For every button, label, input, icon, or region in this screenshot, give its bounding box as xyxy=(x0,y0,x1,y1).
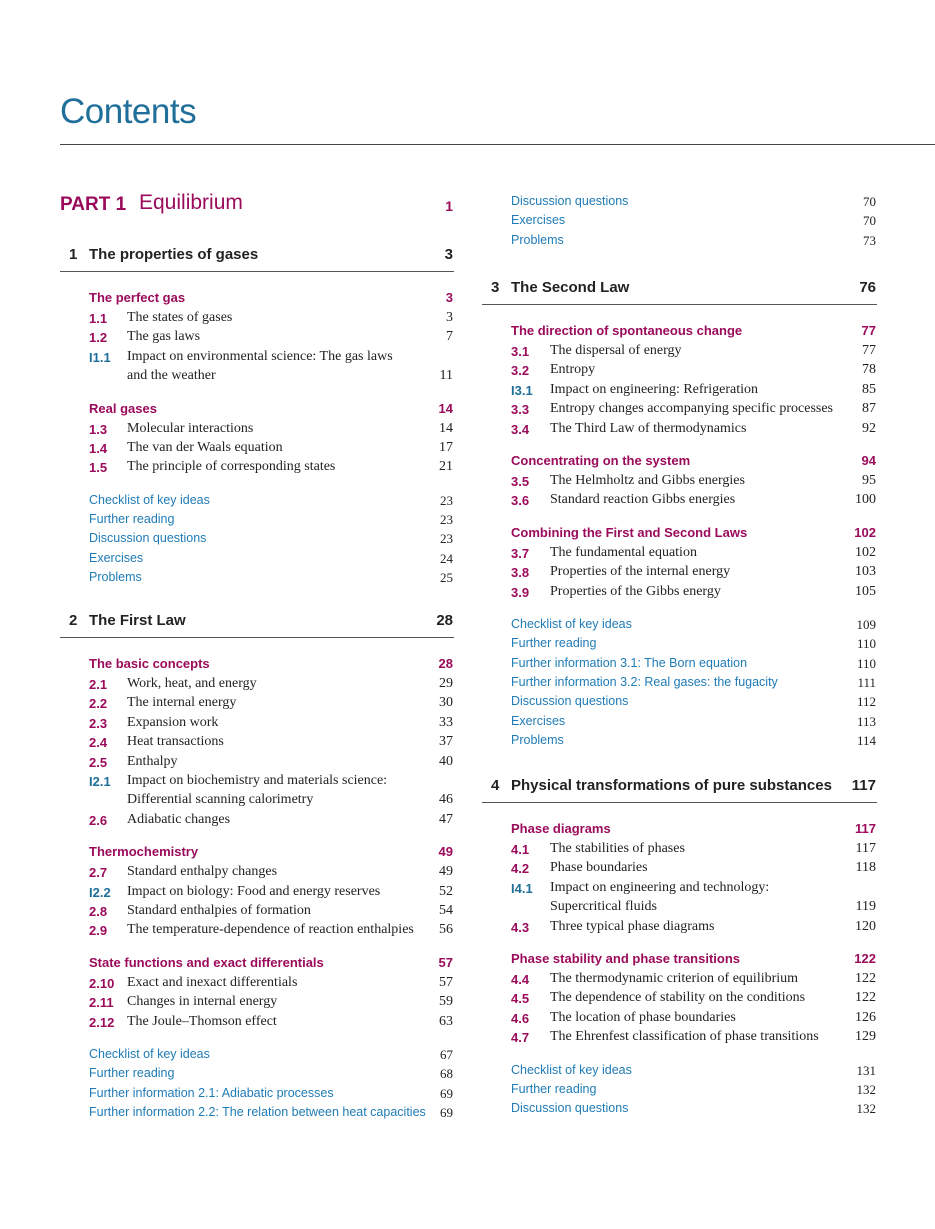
entry-title[interactable]: and the weather xyxy=(127,367,216,383)
entry-title[interactable]: Standard enthalpy changes xyxy=(127,864,278,880)
entry-number[interactable]: 4.1 xyxy=(511,842,530,857)
entry-page: 118 xyxy=(855,860,876,876)
entry-title[interactable]: Properties of the internal energy xyxy=(550,564,731,580)
section-heading: Combining the First and Second Laws xyxy=(511,524,748,540)
section-page: 77 xyxy=(861,323,876,338)
entry-number[interactable]: 3.4 xyxy=(511,421,530,437)
entry-title[interactable]: Differential scanning calorimetry xyxy=(127,792,314,807)
entry-title[interactable]: Enthalpy xyxy=(127,753,178,769)
matter-page: 69 xyxy=(440,1104,453,1120)
matter-page: 23 xyxy=(440,531,453,547)
entry-title[interactable]: The dependence of stability on the conditions xyxy=(550,990,806,1006)
entry-page: 129 xyxy=(855,1029,876,1045)
entry-title[interactable]: The states of gases xyxy=(127,310,233,325)
matter-page: 110 xyxy=(856,655,876,671)
section-page: 94 xyxy=(861,453,876,468)
chapter-number: 4 xyxy=(491,777,500,794)
entry-title[interactable]: Impact on biochemistry and materials science: xyxy=(127,773,388,788)
chapter-page: 117 xyxy=(851,777,876,794)
entry-title[interactable]: The dispersal of energy xyxy=(550,343,682,358)
matter-page: 113 xyxy=(856,713,876,729)
entry-number[interactable]: I1.1 xyxy=(89,349,111,365)
entry-page: 78 xyxy=(862,362,876,378)
entry-number[interactable]: 2.10 xyxy=(89,975,115,991)
matter-page: 69 xyxy=(440,1085,453,1101)
section-page: 28 xyxy=(438,656,453,671)
entry-title[interactable]: Exact and inexact differentials xyxy=(127,974,298,990)
section-page: 122 xyxy=(854,951,876,966)
matter-link[interactable]: Checklist of key ideas xyxy=(89,492,210,507)
entry-page: 49 xyxy=(439,864,453,880)
matter-link[interactable]: Discussion questions xyxy=(89,531,207,546)
entry-number[interactable]: 1.2 xyxy=(89,330,108,346)
section-page: 102 xyxy=(854,524,876,540)
matter-link[interactable]: Further information 3.1: The Born equation xyxy=(511,655,748,670)
chapter-title: The First Law xyxy=(89,612,186,629)
entry-title[interactable]: Entropy xyxy=(550,362,596,378)
matter-link[interactable]: Problems xyxy=(511,232,564,247)
entry-title[interactable]: The thermodynamic criterion of equilibrium xyxy=(550,971,799,986)
matter-link[interactable]: Further information 2.2: The relation between heat capacities xyxy=(89,1104,426,1119)
section-heading: Phase diagrams xyxy=(511,821,611,836)
matter-link[interactable]: Further reading xyxy=(511,636,597,651)
chapter-page: 28 xyxy=(436,612,453,629)
entry-title[interactable]: The Third Law of thermodynamics xyxy=(550,420,747,436)
entry-page: 52 xyxy=(439,883,453,899)
matter-page: 131 xyxy=(856,1062,876,1078)
entry-page: 33 xyxy=(439,714,453,730)
entry-page: 77 xyxy=(862,343,876,358)
matter-link[interactable]: Exercises xyxy=(89,550,144,565)
part-title: Equilibrium xyxy=(139,191,243,214)
matter-link[interactable]: Further information 3.2: Real gases: the fugacity xyxy=(511,674,778,689)
entry-page: 30 xyxy=(439,695,453,711)
matter-link[interactable]: Checklist of key ideas xyxy=(511,1062,632,1077)
entry-page: 117 xyxy=(855,841,876,856)
matter-link[interactable]: Further reading xyxy=(89,512,175,527)
entry-title[interactable]: Three typical phase diagrams xyxy=(550,918,715,934)
section-heading: Real gases xyxy=(89,400,157,416)
entry-page: 102 xyxy=(855,544,876,560)
entry-page: 56 xyxy=(439,922,453,938)
entry-page: 85 xyxy=(862,381,876,397)
entry-page: 11 xyxy=(439,367,453,383)
entry-number[interactable]: 2.9 xyxy=(89,923,108,939)
matter-page: 24 xyxy=(440,550,453,566)
entry-title[interactable]: Properties of the Gibbs energy xyxy=(550,583,721,599)
matter-page: 112 xyxy=(856,694,876,710)
entry-title[interactable]: Standard enthalpies of formation xyxy=(127,903,311,918)
matter-page: 70 xyxy=(863,194,876,209)
part-page: 1 xyxy=(445,198,453,214)
entry-page: 46 xyxy=(439,792,453,807)
entry-title[interactable]: The internal energy xyxy=(127,695,237,711)
entry-number[interactable]: 2.7 xyxy=(89,865,108,881)
section-heading: The direction of spontaneous change xyxy=(511,323,743,338)
matter-link[interactable]: Problems xyxy=(89,570,142,584)
entry-page: 14 xyxy=(439,420,453,436)
entry-title[interactable]: The temperature-dependence of reaction enthalpies xyxy=(127,922,414,938)
entry-page: 17 xyxy=(439,440,453,455)
section-heading: State functions and exact differentials xyxy=(89,954,324,970)
entry-title[interactable]: The van der Waals equation xyxy=(127,440,283,455)
entry-number[interactable]: I2.2 xyxy=(89,884,111,900)
entry-page: 126 xyxy=(855,1009,876,1025)
entry-page: 119 xyxy=(855,898,876,914)
entry-title[interactable]: Impact on engineering: Refrigeration xyxy=(550,381,758,397)
entry-title[interactable]: Supercritical fluids xyxy=(550,898,657,914)
section-heading: The perfect gas xyxy=(89,290,186,305)
entry-page: 120 xyxy=(855,918,876,934)
entry-page: 3 xyxy=(446,310,453,325)
entry-page: 122 xyxy=(855,990,876,1006)
entry-title[interactable]: The Ehrenfest classification of phase transitions xyxy=(550,1029,819,1045)
chapter-title: Physical transformations of pure substances xyxy=(511,777,832,794)
entry-page: 105 xyxy=(855,583,876,599)
entry-number[interactable]: 2.4 xyxy=(89,735,108,751)
section-page: 57 xyxy=(438,954,453,970)
entry-number[interactable]: 3.7 xyxy=(511,545,530,561)
entry-number[interactable]: 4.3 xyxy=(511,919,530,935)
entry-title[interactable]: The gas laws xyxy=(127,329,201,345)
matter-link[interactable]: Further reading xyxy=(89,1066,175,1081)
entry-number[interactable]: 2.1 xyxy=(89,677,108,692)
entry-page: 122 xyxy=(855,971,876,986)
entry-number[interactable]: 2.8 xyxy=(89,904,108,919)
chapter-number: 2 xyxy=(69,612,78,629)
chapter-number: 1 xyxy=(69,246,78,263)
section-page: 49 xyxy=(438,844,453,860)
entry-page: 7 xyxy=(446,329,453,345)
matter-page: 67 xyxy=(440,1047,453,1062)
section-page: 117 xyxy=(855,821,876,836)
matter-page: 73 xyxy=(863,232,876,248)
entry-number[interactable]: 1.4 xyxy=(89,441,108,456)
entry-page: 100 xyxy=(855,492,876,508)
matter-link[interactable]: Exercises xyxy=(511,213,566,228)
section-page: 3 xyxy=(445,290,453,305)
entry-page: 21 xyxy=(439,459,453,475)
entry-title[interactable]: Adiabatic changes xyxy=(127,811,231,827)
matter-page: 23 xyxy=(440,512,453,528)
entry-title[interactable]: The stabilities of phases xyxy=(550,841,685,856)
entry-number[interactable]: 1.1 xyxy=(89,311,108,326)
entry-page: 103 xyxy=(855,564,876,580)
matter-link[interactable]: Checklist of key ideas xyxy=(511,617,632,631)
matter-page: 70 xyxy=(863,213,876,229)
matter-page: 114 xyxy=(856,732,876,748)
entry-number[interactable]: 4.4 xyxy=(511,972,530,987)
matter-page: 25 xyxy=(440,570,453,585)
entry-number[interactable]: 2.11 xyxy=(89,995,114,1011)
chapter-divider xyxy=(482,802,877,803)
entry-number[interactable]: 3.6 xyxy=(511,493,530,509)
entry-title[interactable]: The principle of corresponding states xyxy=(127,459,336,475)
entry-number[interactable]: 2.5 xyxy=(89,754,108,770)
entry-number[interactable]: 2.3 xyxy=(89,715,108,731)
chapter-divider xyxy=(482,304,877,305)
entry-title[interactable]: Expansion work xyxy=(127,714,219,730)
entry-title[interactable]: Heat transactions xyxy=(127,734,224,750)
entry-title[interactable]: The Joule–Thomson effect xyxy=(127,1013,277,1029)
entry-page: 40 xyxy=(439,753,453,769)
matter-page: 132 xyxy=(856,1081,876,1097)
entry-number[interactable]: 3.5 xyxy=(511,474,530,489)
entry-number[interactable]: 3.2 xyxy=(511,363,530,379)
entry-number[interactable]: I2.1 xyxy=(89,774,111,789)
entry-number[interactable]: 3.3 xyxy=(511,402,530,418)
matter-page: 110 xyxy=(856,636,876,652)
chapter-page: 76 xyxy=(859,279,876,296)
entry-number[interactable]: I4.1 xyxy=(511,880,533,896)
matter-link[interactable]: Exercises xyxy=(511,713,566,728)
entry-page: 95 xyxy=(862,473,876,488)
entry-number[interactable]: I3.1 xyxy=(511,382,533,398)
section-heading: The basic concepts xyxy=(89,656,210,671)
chapter-number: 3 xyxy=(491,279,500,296)
entry-number[interactable]: 3.1 xyxy=(511,344,530,359)
entry-number[interactable]: 1.5 xyxy=(89,460,108,476)
entry-page: 54 xyxy=(439,903,453,918)
entry-page: 63 xyxy=(439,1013,453,1029)
matter-link[interactable]: Further information 2.1: Adiabatic processes xyxy=(89,1085,334,1100)
entry-title[interactable]: Standard reaction Gibbs energies xyxy=(550,492,736,508)
matter-link[interactable]: Problems xyxy=(511,732,564,747)
entry-title[interactable]: Work, heat, and energy xyxy=(127,676,257,691)
chapter-title: The properties of gases xyxy=(89,246,259,263)
chapter-page: 3 xyxy=(444,246,453,263)
entry-title[interactable]: Phase boundaries xyxy=(550,860,648,876)
entry-page: 92 xyxy=(862,420,876,436)
matter-link[interactable]: Discussion questions xyxy=(511,694,629,709)
matter-link[interactable]: Further reading xyxy=(511,1081,597,1096)
matter-link[interactable]: Discussion questions xyxy=(511,194,629,208)
matter-page: 68 xyxy=(440,1066,453,1082)
matter-page: 132 xyxy=(856,1101,876,1117)
entry-title[interactable]: Molecular interactions xyxy=(127,420,254,436)
section-heading: Thermochemistry xyxy=(89,844,199,860)
entry-title[interactable]: Entropy changes accompanying specific processes xyxy=(550,401,834,417)
matter-link[interactable]: Checklist of key ideas xyxy=(89,1047,210,1061)
entry-title[interactable]: The fundamental equation xyxy=(550,544,697,560)
matter-page: 23 xyxy=(440,492,453,508)
section-heading: Concentrating on the system xyxy=(511,453,691,468)
entry-title[interactable]: Impact on environmental science: The gas laws xyxy=(127,348,393,364)
entry-page: 29 xyxy=(439,676,453,691)
matter-page: 111 xyxy=(857,674,876,690)
entry-title[interactable]: The location of phase boundaries xyxy=(550,1009,736,1025)
chapter-divider xyxy=(60,637,454,638)
chapter-title: The Second Law xyxy=(511,279,630,296)
entry-page: 47 xyxy=(439,811,453,827)
entry-page: 37 xyxy=(439,734,453,750)
entry-number[interactable]: 2.6 xyxy=(89,812,108,828)
entry-number[interactable]: 2.2 xyxy=(89,696,108,712)
entry-number[interactable]: 2.12 xyxy=(89,1014,115,1030)
matter-link[interactable]: Discussion questions xyxy=(511,1101,629,1116)
entry-title[interactable]: Impact on engineering and technology: xyxy=(550,879,770,895)
entry-title[interactable]: Impact on biology: Food and energy reserves xyxy=(127,883,381,899)
section-page: 14 xyxy=(438,400,453,416)
entry-number[interactable]: 4.6 xyxy=(511,1010,530,1026)
entry-number[interactable]: 3.8 xyxy=(511,565,530,581)
chapter-divider xyxy=(60,271,454,272)
entry-number[interactable]: 3.9 xyxy=(511,584,530,600)
title-divider xyxy=(60,144,935,145)
page-title: Contents xyxy=(60,92,197,131)
entry-title[interactable]: Changes in internal energy xyxy=(127,994,278,1010)
section-heading: Phase stability and phase transitions xyxy=(511,951,741,966)
entry-page: 57 xyxy=(439,974,453,990)
entry-page: 87 xyxy=(862,401,876,417)
entry-number[interactable]: 4.7 xyxy=(511,1030,530,1046)
entry-number[interactable]: 4.2 xyxy=(511,861,530,877)
entry-number[interactable]: 1.3 xyxy=(89,421,108,437)
entry-number[interactable]: 4.5 xyxy=(511,991,530,1007)
matter-page: 109 xyxy=(856,617,876,632)
part-label: PART 1 xyxy=(60,194,127,215)
entry-title[interactable]: The Helmholtz and Gibbs energies xyxy=(550,473,745,488)
entry-page: 59 xyxy=(439,994,453,1010)
